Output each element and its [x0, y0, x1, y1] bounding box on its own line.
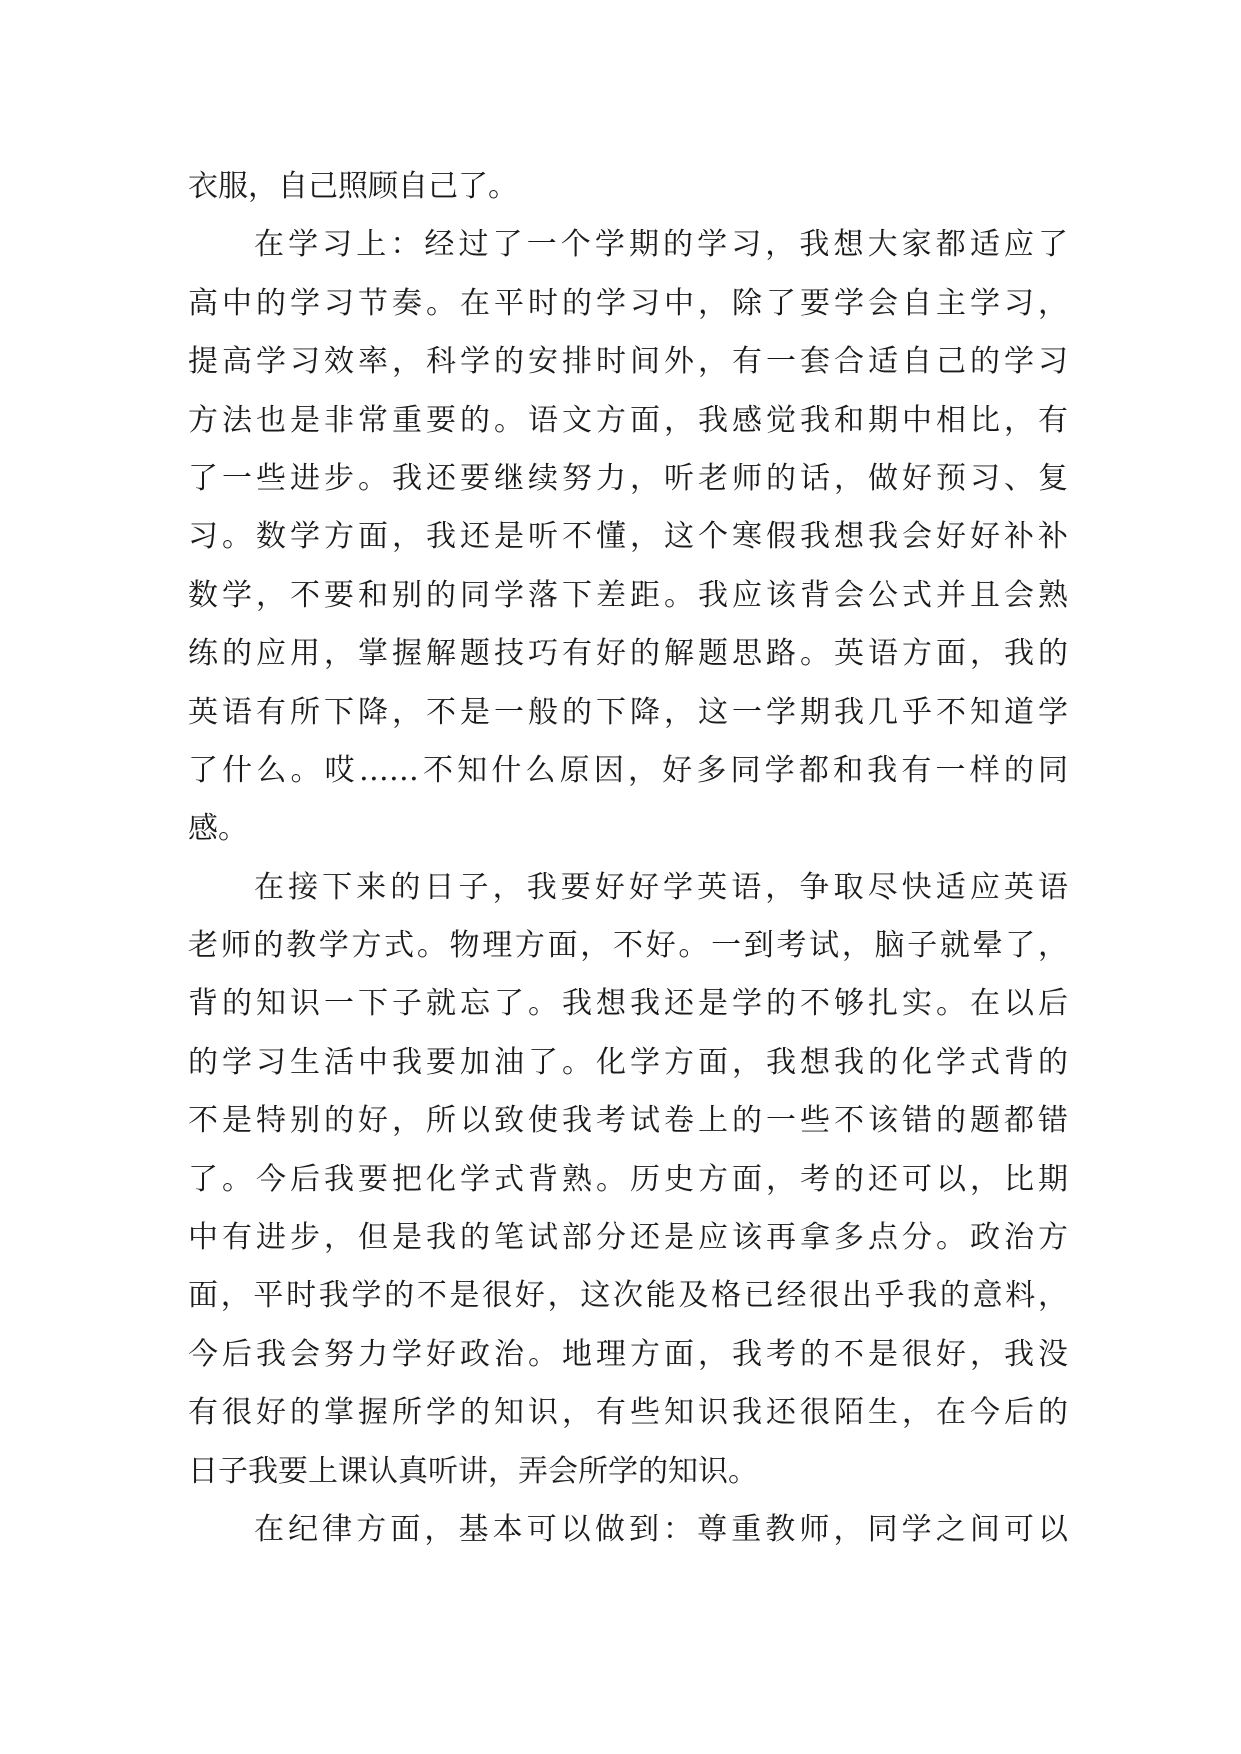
text-line: 了。今后我要把化学式背熟。历史方面，考的还可以，比期 — [188, 1161, 1068, 1197]
paragraph — [188, 158, 1068, 216]
text-line: 高中的学习节奏。在平时的学习中，除了要学会自主学习， — [188, 285, 1068, 321]
text-line: 的学习生活中我要加油了。化学方面，我想我的化学式背的 — [188, 1044, 1068, 1080]
text-line: 面，平时我学的不是很好，这次能及格已经很出乎我的意料， — [188, 1278, 1068, 1314]
text-line: 今后我会努力学好政治。地理方面，我考的不是很好，我没 — [188, 1336, 1068, 1372]
paragraph — [188, 1501, 1068, 1559]
text-line: 不是特别的好，所以致使我考试卷上的一些不该错的题都错 — [188, 1103, 1068, 1139]
text-line: 习。数学方面，我还是听不懂，这个寒假我想我会好好补补 — [188, 519, 1068, 555]
text-line: 在纪律方面，基本可以做到：尊重教师，同学之间可以 — [254, 1511, 1068, 1547]
text-line: 衣服，自己照顾自己了。 — [188, 169, 518, 204]
text-line: 在学习上：经过了一个学期的学习，我想大家都适应了 — [254, 227, 1068, 263]
text-line: 日子我要上课认真听讲，弄会所学的知识。 — [188, 1453, 758, 1489]
text-line: 背的知识一下子就忘了。我想我还是学的不够扎实。在以后 — [188, 986, 1068, 1022]
text-line: 数学，不要和别的同学落下差距。我应该背会公式并且会熟 — [188, 577, 1068, 613]
text-line: 了一些进步。我还要继续努力，听老师的话，做好预习、复 — [188, 460, 1068, 496]
text-line: 提高学习效率，科学的安排时间外，有一套合适自己的学习 — [188, 344, 1068, 380]
paragraph — [188, 859, 1068, 1501]
text-line: 老师的教学方式。物理方面，不好。一到考试，脑子就晕了， — [188, 928, 1068, 964]
document-body — [188, 158, 1068, 1559]
text-line: 英语有所下降，不是一般的下降，这一学期我几乎不知道学 — [188, 694, 1068, 730]
text-line: 中有进步，但是我的笔试部分还是应该再拿多点分。政治方 — [188, 1220, 1068, 1256]
text-line: 感。 — [188, 811, 248, 847]
paragraph — [188, 216, 1068, 858]
text-line: 练的应用，掌握解题技巧有好的解题思路。英语方面，我的 — [188, 636, 1068, 672]
text-line: 了什么。哎……不知什么原因，好多同学都和我有一样的同 — [188, 752, 1068, 788]
text-line: 在接下来的日子，我要好好学英语，争取尽快适应英语 — [254, 869, 1068, 905]
text-line: 方法也是非常重要的。语文方面，我感觉我和期中相比，有 — [188, 402, 1068, 438]
text-line: 有很好的掌握所学的知识，有些知识我还很陌生，在今后的 — [188, 1395, 1068, 1431]
